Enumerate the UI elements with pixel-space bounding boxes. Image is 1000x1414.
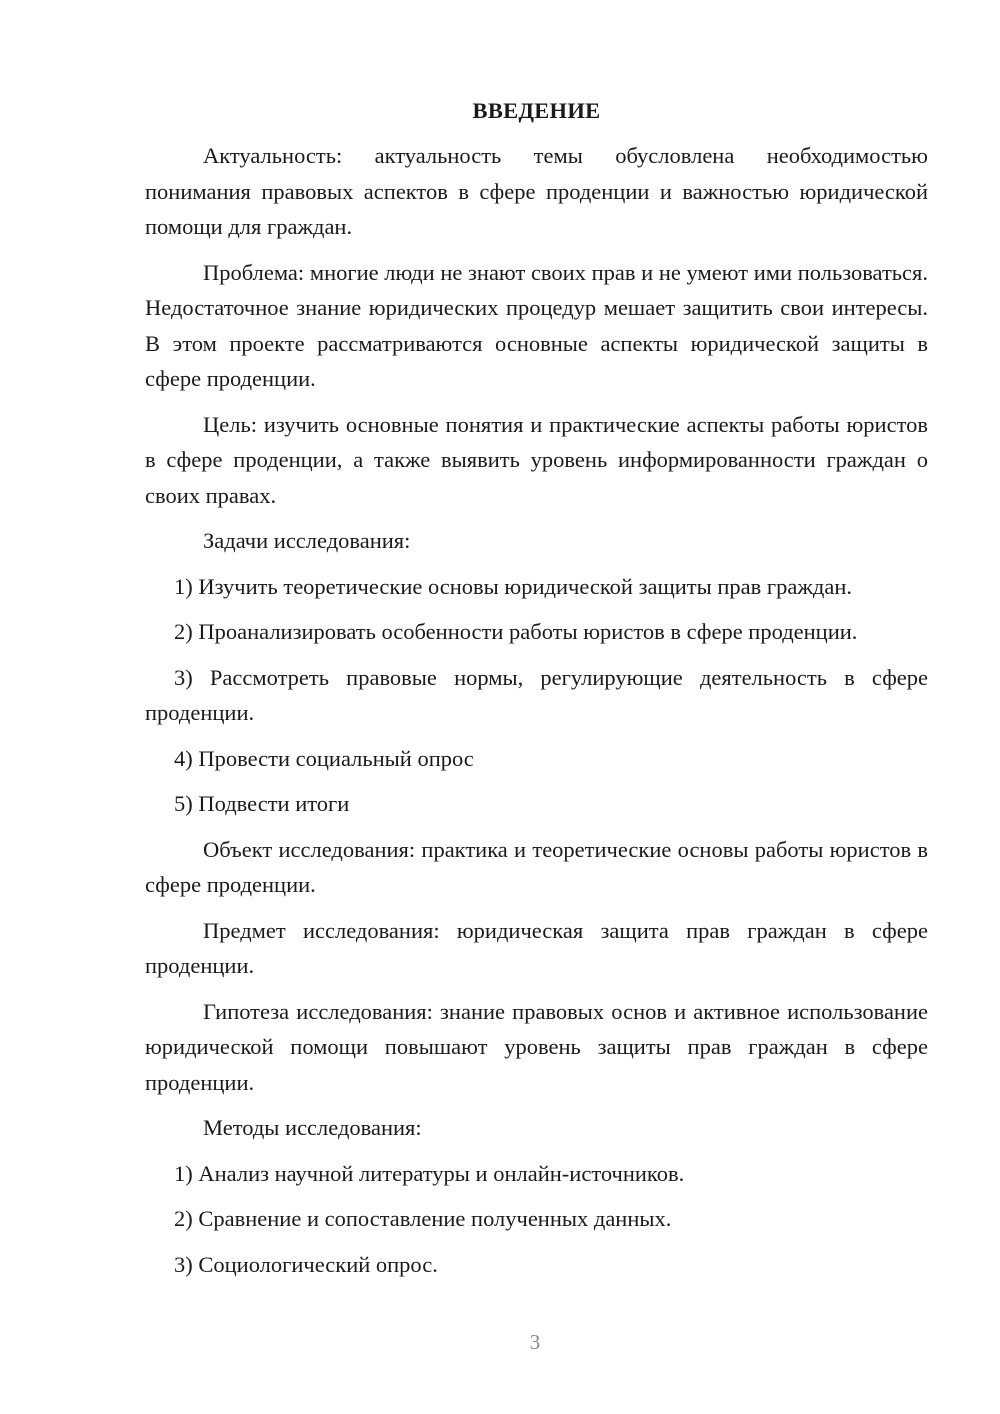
method-item: 3) Социологический опрос.: [174, 1251, 438, 1277]
method-item: 1) Анализ научной литературы и онлайн-источников.: [174, 1160, 685, 1186]
tasks-heading: Задачи исследования:: [203, 528, 411, 553]
task-item: 4) Провести социальный опрос: [174, 745, 474, 771]
task-item: 5) Подвести итоги: [174, 791, 350, 816]
methods-heading: Методы исследования:: [203, 1115, 422, 1140]
task-item: 2) Проанализировать особенности работы юристов в сфере проденции.: [174, 619, 858, 644]
page-number: 3: [529, 1330, 541, 1354]
hypothesis-paragraph: Гипотеза исследования: знание правовых основ и активное использование юридической помощи повышают уровень защиты прав граждан в сфере проденции.: [145, 998, 928, 1095]
section-title: ВВЕДЕНИЕ: [472, 98, 601, 123]
task-item: 3) Рассмотреть правовые нормы, регулирующие деятельность в сфере проденции.: [145, 664, 928, 725]
subject-paragraph: Предмет исследования: юридическая защита прав граждан в сфере проденции.: [145, 917, 928, 978]
page-content: [145, 93, 928, 1292]
relevance-paragraph: Актуальность: актуальность темы обусловлена необходимостью понимания правовых аспектов в сфере проденции и важностью юридической помощи для граждан.: [145, 143, 928, 239]
goal-paragraph: Цель: изучить основные понятия и практические аспекты работы юристов в сфере проденции, а также выявить уровень информированности граждан о своих правах.: [145, 411, 928, 508]
task-item: 1) Изучить теоретические основы юридической защиты прав граждан.: [174, 573, 853, 599]
method-item: 2) Сравнение и сопоставление полученных данных.: [174, 1206, 672, 1231]
object-paragraph: Объект исследования: практика и теоретические основы работы юристов в сфере проденции.: [145, 836, 928, 897]
problem-paragraph: Проблема: многие люди не знают своих прав и не умеют ими пользоваться. Недостаточное знание юридических процедур мешает защитить свои интересы. В этом проекте рассматриваются основные аспекты юридической защиты в сфере проденции.: [145, 259, 928, 391]
